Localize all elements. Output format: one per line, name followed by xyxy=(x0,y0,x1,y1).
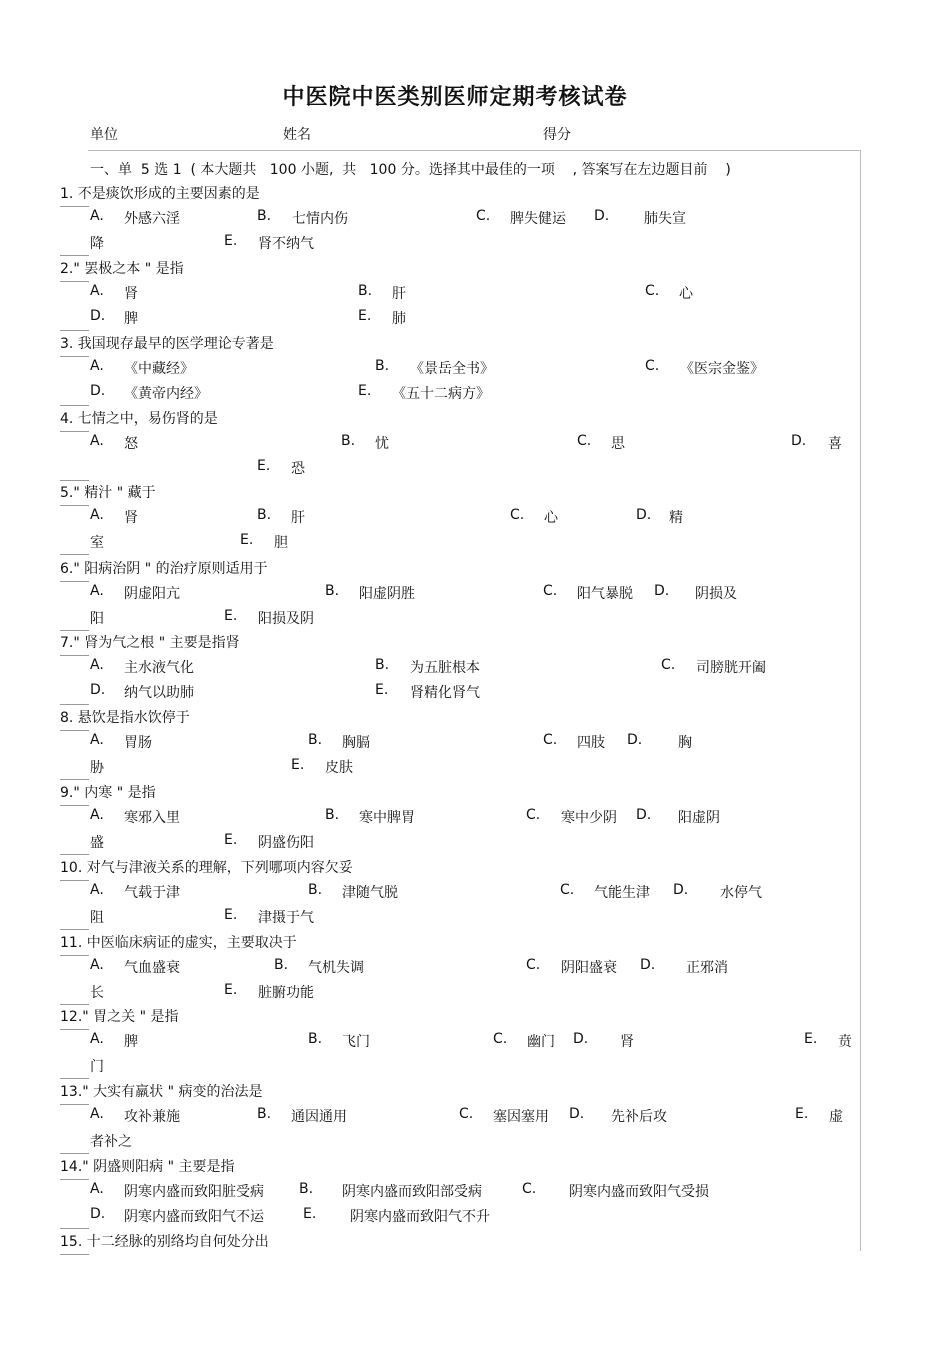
option-text: 长 xyxy=(90,985,104,1001)
option-text: 阻 xyxy=(90,910,104,926)
option-text: 阳虚阴胜 xyxy=(359,586,415,602)
option-text: 阳虚阴 xyxy=(678,810,720,826)
option-text: 阳损及阴 xyxy=(258,611,314,627)
option-text: 四肢 xyxy=(577,735,605,751)
option-letter: C. xyxy=(560,882,575,898)
exam-title: 中医院中医类别医师定期考核试卷 xyxy=(282,85,628,110)
question-stem: 10. 对气与津液关系的理解，下列哪项内容欠妥 xyxy=(60,857,353,877)
option-text: 肺失宣 xyxy=(644,211,686,227)
option-text: 《医宗金鉴》 xyxy=(680,361,764,377)
option-text: 脾失健运 xyxy=(510,211,566,227)
option-letter: B. xyxy=(308,1031,323,1047)
option-text: 阴寒内盛而致阳部受病 xyxy=(342,1184,482,1200)
option-letter: A. xyxy=(90,433,104,449)
option-letter: A. xyxy=(90,882,104,898)
option-letter: A. xyxy=(90,1106,104,1122)
option-text: 气血盛衰 xyxy=(124,960,180,976)
option-text: 寒邪入里 xyxy=(124,810,180,826)
option-text: 气机失调 xyxy=(308,960,364,976)
option-letter: B. xyxy=(257,1106,272,1122)
answer-blank xyxy=(60,1153,89,1154)
option-letter: C. xyxy=(526,957,541,973)
question-stem: 5." 精汁 " 藏于 xyxy=(60,482,156,502)
option-text: 脾 xyxy=(124,1034,138,1050)
option-text: 胆 xyxy=(274,535,288,551)
option-text: 阴寒内盛而致阳脏受病 xyxy=(124,1184,264,1200)
option-letter: D. xyxy=(90,383,106,399)
option-text: 水停气 xyxy=(720,885,762,901)
option-letter: E. xyxy=(358,308,372,324)
question-stem: 8. 悬饮是指水饮停于 xyxy=(60,707,190,727)
option-letter: A. xyxy=(90,732,104,748)
option-text: 津摄于气 xyxy=(258,910,314,926)
option-text: 阴损及 xyxy=(695,586,737,602)
option-text: 先补后攻 xyxy=(611,1109,667,1125)
option-text: 阳气暴脱 xyxy=(577,586,633,602)
option-text: 胁 xyxy=(90,760,104,776)
option-text: 盛 xyxy=(90,835,104,851)
option-text: 精 xyxy=(669,510,683,526)
option-text: 寒中少阴 xyxy=(561,810,617,826)
option-text: 门 xyxy=(90,1059,104,1075)
option-letter: E. xyxy=(375,682,389,698)
option-letter: D. xyxy=(569,1106,585,1122)
option-text: 肾精化肾气 xyxy=(410,685,480,701)
option-text: 阴寒内盛而致阳气受损 xyxy=(569,1184,709,1200)
answer-blank xyxy=(60,255,89,256)
option-letter: C. xyxy=(459,1106,474,1122)
option-text: 贲 xyxy=(838,1034,852,1050)
option-letter: D. xyxy=(640,957,656,973)
option-text: 肺 xyxy=(392,311,406,327)
option-letter: A. xyxy=(90,1031,104,1047)
answer-blank xyxy=(60,704,89,705)
option-text: 七情内伤 xyxy=(292,211,348,227)
option-letter: D. xyxy=(573,1031,589,1047)
name-label: 姓名 xyxy=(283,127,311,143)
option-letter: C. xyxy=(510,507,525,523)
option-text: 心 xyxy=(679,286,693,302)
option-text: 怒 xyxy=(124,436,138,452)
answer-blank xyxy=(60,854,89,855)
option-letter: D. xyxy=(673,882,689,898)
answer-blank xyxy=(60,330,89,331)
option-text: 《黄帝内经》 xyxy=(124,386,208,402)
option-letter: E. xyxy=(224,907,238,923)
option-text: 塞因塞用 xyxy=(493,1109,549,1125)
option-letter: D. xyxy=(654,583,670,599)
option-letter: A. xyxy=(90,1181,104,1197)
question-stem: 13." 大实有羸状 " 病变的治法是 xyxy=(60,1081,263,1101)
option-text: 攻补兼施 xyxy=(124,1109,180,1125)
option-text: 降 xyxy=(90,236,104,252)
option-text: 幽门 xyxy=(527,1034,555,1050)
option-letter: D. xyxy=(627,732,643,748)
answer-blank xyxy=(60,1004,89,1005)
option-text: 寒中脾胃 xyxy=(359,810,415,826)
section-heading: 一、单 5 选 1 ( 本大题共 100 小题, 共 100 分。选择其中最佳的一项 , 答案写在左边题目前 ) xyxy=(90,162,731,178)
option-letter: A. xyxy=(90,957,104,973)
question-stem: 1. 不是痰饮形成的主要因素的是 xyxy=(60,183,260,203)
option-text: 忧 xyxy=(375,436,389,452)
option-letter: C. xyxy=(526,807,541,823)
option-letter: B. xyxy=(274,957,289,973)
question-stem: 14." 阴盛则阳病 " 主要是指 xyxy=(60,1156,235,1176)
option-letter: C. xyxy=(645,358,660,374)
option-text: 《五十二病方》 xyxy=(392,386,490,402)
question-stem: 11. 中医临床病证的虚实，主要取决于 xyxy=(60,932,297,952)
option-letter: E. xyxy=(358,383,372,399)
option-letter: C. xyxy=(493,1031,508,1047)
option-letter: A. xyxy=(90,807,104,823)
option-letter: B. xyxy=(341,433,356,449)
option-letter: D. xyxy=(90,682,106,698)
option-letter: E. xyxy=(224,832,238,848)
question-stem: 4. 七情之中，易伤肾的是 xyxy=(60,408,218,428)
option-letter: E. xyxy=(240,532,254,548)
option-text: 肝 xyxy=(291,510,305,526)
option-text: 恐 xyxy=(291,461,305,477)
option-text: 阴虚阳亢 xyxy=(124,586,180,602)
option-letter: C. xyxy=(645,283,660,299)
option-letter: E. xyxy=(224,233,238,249)
question-stem: 6." 阳病治阴 " 的治疗原则适用于 xyxy=(60,558,268,578)
option-letter: A. xyxy=(90,657,104,673)
option-text: 胃肠 xyxy=(124,735,152,751)
option-letter: A. xyxy=(90,283,104,299)
question-stem: 12." 胃之关 " 是指 xyxy=(60,1006,179,1026)
option-letter: C. xyxy=(522,1181,537,1197)
option-letter: D. xyxy=(791,433,807,449)
option-text: 阳 xyxy=(90,611,104,627)
option-text: 飞门 xyxy=(342,1034,370,1050)
option-text: 者补之 xyxy=(90,1134,132,1150)
option-letter: E. xyxy=(224,608,238,624)
option-letter: C. xyxy=(543,732,558,748)
option-text: 胸膈 xyxy=(342,735,370,751)
option-text: 脏腑功能 xyxy=(258,985,314,1001)
option-letter: E. xyxy=(795,1106,809,1122)
option-letter: D. xyxy=(636,507,652,523)
option-text: 纳气以助肺 xyxy=(124,685,194,701)
option-text: 阴寒内盛而致阳气不运 xyxy=(124,1209,264,1225)
answer-blank xyxy=(60,1228,89,1229)
score-label: 得分 xyxy=(543,127,571,143)
option-text: 喜 xyxy=(828,436,842,452)
option-text: 气载于津 xyxy=(124,885,180,901)
option-letter: B. xyxy=(325,807,340,823)
option-letter: A. xyxy=(90,507,104,523)
option-text: 主水液气化 xyxy=(124,660,194,676)
question-stem: 9." 内寒 " 是指 xyxy=(60,782,156,802)
option-letter: C. xyxy=(543,583,558,599)
question-stem: 3. 我国现存最早的医学理论专著是 xyxy=(60,333,274,353)
option-text: 司膀胱开阖 xyxy=(696,660,766,676)
unit-label: 单位 xyxy=(90,127,118,143)
option-letter: B. xyxy=(358,283,373,299)
option-text: 室 xyxy=(90,535,104,551)
option-letter: B. xyxy=(375,657,390,673)
question-stem: 7." 肾为气之根 " 主要是指肾 xyxy=(60,632,240,652)
option-letter: B. xyxy=(299,1181,314,1197)
option-letter: B. xyxy=(375,358,390,374)
option-text: 肝 xyxy=(392,286,406,302)
option-letter: A. xyxy=(90,358,104,374)
option-text: 外感六淫 xyxy=(124,211,180,227)
option-text: 为五脏根本 xyxy=(410,660,480,676)
option-letter: C. xyxy=(661,657,676,673)
option-text: 皮肤 xyxy=(325,760,353,776)
option-text: 通因通用 xyxy=(291,1109,347,1125)
answer-blank xyxy=(60,630,89,631)
answer-blank xyxy=(60,929,89,930)
option-text: 虚 xyxy=(829,1109,843,1125)
answer-blank xyxy=(60,779,89,780)
option-letter: A. xyxy=(90,208,104,224)
option-letter: C. xyxy=(476,208,491,224)
option-letter: B. xyxy=(325,583,340,599)
option-letter: D. xyxy=(594,208,610,224)
question-stem: 15. 十二经脉的别络均自何处分出 xyxy=(60,1231,269,1251)
answer-blank xyxy=(60,405,89,406)
option-text: 阴寒内盛而致阳气不升 xyxy=(350,1209,490,1225)
option-text: 肾 xyxy=(620,1034,634,1050)
option-text: 脾 xyxy=(124,311,138,327)
option-text: 肾 xyxy=(124,510,138,526)
option-letter: E. xyxy=(303,1206,317,1222)
option-text: 肾不纳气 xyxy=(258,236,314,252)
option-letter: D. xyxy=(90,308,106,324)
option-letter: B. xyxy=(257,208,272,224)
option-text: 《中藏经》 xyxy=(124,361,194,377)
option-letter: E. xyxy=(224,982,238,998)
option-letter: B. xyxy=(308,882,323,898)
answer-blank xyxy=(60,554,89,555)
option-text: 阴盛伤阳 xyxy=(258,835,314,851)
answer-blank xyxy=(60,1078,89,1079)
option-letter: D. xyxy=(90,1206,106,1222)
option-letter: B. xyxy=(257,507,272,523)
question-stem: 2." 罢极之本 " 是指 xyxy=(60,258,184,278)
option-text: 思 xyxy=(611,436,625,452)
option-letter: D. xyxy=(636,807,652,823)
option-letter: C. xyxy=(577,433,592,449)
option-text: 胸 xyxy=(678,735,692,751)
option-letter: E. xyxy=(291,757,305,773)
option-text: 气能生津 xyxy=(594,885,650,901)
answer-blank xyxy=(60,480,89,481)
option-letter: E. xyxy=(804,1031,818,1047)
option-text: 阴阳盛衰 xyxy=(561,960,617,976)
option-text: 《景岳全书》 xyxy=(410,361,494,377)
option-letter: A. xyxy=(90,583,104,599)
option-text: 正邪消 xyxy=(686,960,728,976)
option-text: 津随气脱 xyxy=(342,885,398,901)
option-text: 肾 xyxy=(124,286,138,302)
option-text: 心 xyxy=(544,510,558,526)
option-letter: E. xyxy=(257,458,271,474)
option-letter: B. xyxy=(308,732,323,748)
